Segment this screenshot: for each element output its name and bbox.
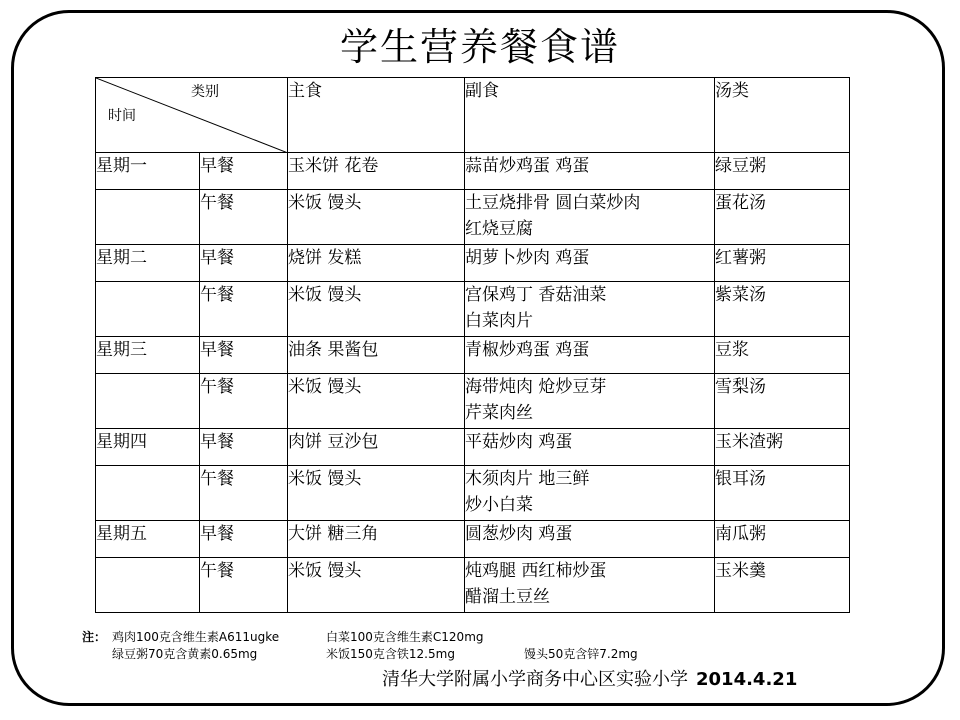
meal-cell: 早餐 xyxy=(200,337,288,374)
meal-cell: 早餐 xyxy=(200,153,288,190)
main-food-cell: 玉米饼 花卷 xyxy=(288,153,465,190)
day-cell: 星期五 xyxy=(96,521,200,558)
meal-cell: 早餐 xyxy=(200,245,288,282)
table-row xyxy=(96,153,850,190)
side-dish-cell xyxy=(465,429,715,466)
side-dish-line: 炖鸡腿 西红柿炒蛋 xyxy=(465,561,607,581)
side-dish-line: 白菜肉片 xyxy=(465,311,533,331)
note-chicken: 鸡肉100克含维生素A611ugke xyxy=(112,630,280,644)
main-food-cell: 米饭 馒头 xyxy=(288,558,465,613)
soup-cell: 红薯粥 xyxy=(715,245,850,282)
main-food-cell: 油条 果酱包 xyxy=(288,337,465,374)
table-row xyxy=(96,558,850,613)
side-dish-cell xyxy=(465,466,715,521)
table-row xyxy=(96,429,850,466)
school-name: 清华大学附属小学商务中心区实验小学 xyxy=(382,669,688,690)
side-dish-cell xyxy=(465,374,715,429)
meal-cell: 早餐 xyxy=(200,429,288,466)
footer-date: 2014.4.21 xyxy=(696,669,798,690)
soup-cell: 玉米渣粥 xyxy=(715,429,850,466)
side-dish-line: 宫保鸡丁 香菇油菜 xyxy=(465,285,607,305)
soup-cell: 雪梨汤 xyxy=(715,374,850,429)
side-dish-line: 圆葱炒肉 鸡蛋 xyxy=(465,524,573,544)
header-soup: 汤类 xyxy=(715,78,850,153)
table-row xyxy=(96,245,850,282)
table-row xyxy=(96,521,850,558)
side-dish-line: 青椒炒鸡蛋 鸡蛋 xyxy=(465,340,590,360)
side-dish-line: 蒜苗炒鸡蛋 鸡蛋 xyxy=(465,156,590,176)
diagonal-header-cell xyxy=(96,78,288,153)
day-cell: 星期一 xyxy=(96,153,200,190)
side-dish-line: 红烧豆腐 xyxy=(465,219,533,239)
category-label: 类别 xyxy=(191,84,219,100)
side-dish-cell xyxy=(465,153,715,190)
soup-cell: 蛋花汤 xyxy=(715,190,850,245)
main-food-cell: 米饭 馒头 xyxy=(288,374,465,429)
table-header-row xyxy=(96,78,850,153)
side-dish-cell xyxy=(465,245,715,282)
soup-cell: 南瓜粥 xyxy=(715,521,850,558)
side-dish-line: 醋溜土豆丝 xyxy=(465,587,550,607)
meal-cell: 早餐 xyxy=(200,521,288,558)
table-row xyxy=(96,466,850,521)
time-label: 时间 xyxy=(108,108,136,124)
main-food-cell: 米饭 馒头 xyxy=(288,190,465,245)
soup-cell: 玉米羹 xyxy=(715,558,850,613)
day-cell xyxy=(96,466,200,521)
soup-cell: 银耳汤 xyxy=(715,466,850,521)
side-dish-line: 海带炖肉 炝炒豆芽 xyxy=(465,377,607,397)
table-row xyxy=(96,374,850,429)
day-cell xyxy=(96,190,200,245)
soup-cell: 紫菜汤 xyxy=(715,282,850,337)
table-row xyxy=(96,190,850,245)
main-food-cell: 米饭 馒头 xyxy=(288,282,465,337)
meal-cell: 午餐 xyxy=(200,558,288,613)
day-cell: 星期四 xyxy=(96,429,200,466)
footer xyxy=(382,668,797,692)
day-cell: 星期二 xyxy=(96,245,200,282)
day-cell xyxy=(96,374,200,429)
day-cell: 星期三 xyxy=(96,337,200,374)
side-dish-cell xyxy=(465,337,715,374)
side-dish-line: 芹菜肉丝 xyxy=(465,403,533,423)
header-main-food: 主食 xyxy=(288,78,465,153)
page-title: 学生营养餐食谱 xyxy=(339,25,620,69)
main-food-cell: 米饭 馒头 xyxy=(288,466,465,521)
side-dish-line: 木须肉片 地三鲜 xyxy=(465,469,590,489)
main-food-cell: 肉饼 豆沙包 xyxy=(288,429,465,466)
side-dish-line: 平菇炒肉 鸡蛋 xyxy=(465,432,573,452)
note-cabbage: 白菜100克含维生素C120mg xyxy=(326,630,484,644)
side-dish-line: 胡萝卜炒肉 鸡蛋 xyxy=(465,248,590,268)
meal-cell: 午餐 xyxy=(200,190,288,245)
menu-table xyxy=(95,77,850,613)
meal-cell: 午餐 xyxy=(200,282,288,337)
side-dish-cell xyxy=(465,521,715,558)
main-food-cell: 烧饼 发糕 xyxy=(288,245,465,282)
notes-prefix: 注： xyxy=(82,630,107,644)
table-row xyxy=(96,282,850,337)
soup-cell: 绿豆粥 xyxy=(715,153,850,190)
day-cell xyxy=(96,282,200,337)
note-mungbean: 绿豆粥70克含黄素0.65mg xyxy=(112,647,258,661)
main-food-cell: 大饼 糖三角 xyxy=(288,521,465,558)
soup-cell: 豆浆 xyxy=(715,337,850,374)
meal-cell: 午餐 xyxy=(200,374,288,429)
side-dish-cell xyxy=(465,282,715,337)
header-side-dish: 副食 xyxy=(465,78,715,153)
day-cell xyxy=(96,558,200,613)
table-row xyxy=(96,337,850,374)
meal-cell: 午餐 xyxy=(200,466,288,521)
note-steamed-bun: 馒头50克含锌7.2mg xyxy=(524,647,638,661)
side-dish-cell xyxy=(465,558,715,613)
note-rice: 米饭150克含铁12.5mg xyxy=(326,647,455,661)
side-dish-line: 炒小白菜 xyxy=(465,495,533,515)
side-dish-line: 土豆烧排骨 圆白菜炒肉 xyxy=(465,193,641,213)
side-dish-cell xyxy=(465,190,715,245)
